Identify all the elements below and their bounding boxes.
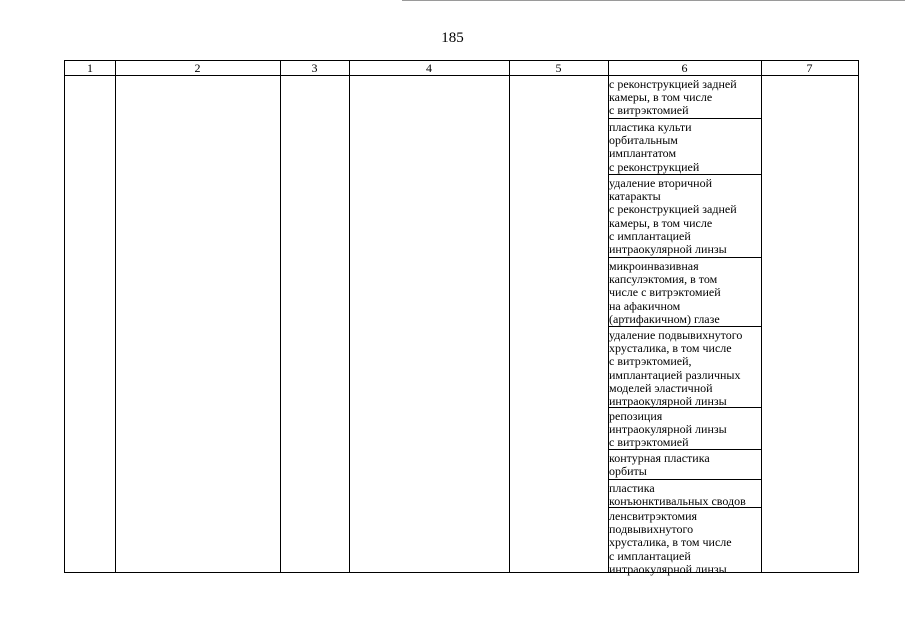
column-divider <box>509 61 510 572</box>
column-6-cells <box>608 76 761 576</box>
column-header-3: 3 <box>311 61 318 75</box>
column-header-6: 6 <box>681 61 688 75</box>
procedure-cell: пластика культи орбитальным имплантатом с реконструкцией <box>608 119 761 175</box>
top-edge-rule <box>402 0 905 1</box>
column-divider <box>761 61 762 572</box>
column-header-2: 2 <box>194 61 201 75</box>
column-header-7: 7 <box>806 61 813 75</box>
page-number: 185 <box>441 30 464 46</box>
procedure-cell: удаление подвывихнутого хрусталика, в том числе с витрэктомией, имплантацией различных моделей эластичной интраокулярной линзы <box>608 327 761 408</box>
procedure-cell: ленсвитрэктомия подвывихнутого хрусталика, в том числе с имплантацией интраокулярной линзы <box>609 509 732 576</box>
column-divider <box>280 61 281 572</box>
procedure-cell: удаление вторичной катаракты с реконструкцией задней камеры, в том числе с имплантацией интраокулярной линзы <box>608 175 761 258</box>
column-header-4: 4 <box>426 61 432 75</box>
column-divider <box>115 61 116 572</box>
procedure-cell: контурная пластика орбиты <box>608 450 761 480</box>
procedures-table <box>64 60 859 576</box>
procedure-cell: репозиция интраокулярной линзы с витрэктомией <box>608 408 761 450</box>
column-divider <box>349 61 350 572</box>
procedure-cell: пластика конъюнктивальных сводов <box>608 480 761 508</box>
column-header-1: 1 <box>87 61 93 75</box>
table-header-row <box>65 61 858 76</box>
column-header-5: 5 <box>555 61 562 75</box>
procedure-cell: микроинвазивная капсулэктомия, в том числе с витрэктомией на афакичном (артифакичном) глазе <box>608 258 761 327</box>
procedure-cell: с реконструкцией задней камеры, в том числе с витрэктомией <box>608 76 761 119</box>
